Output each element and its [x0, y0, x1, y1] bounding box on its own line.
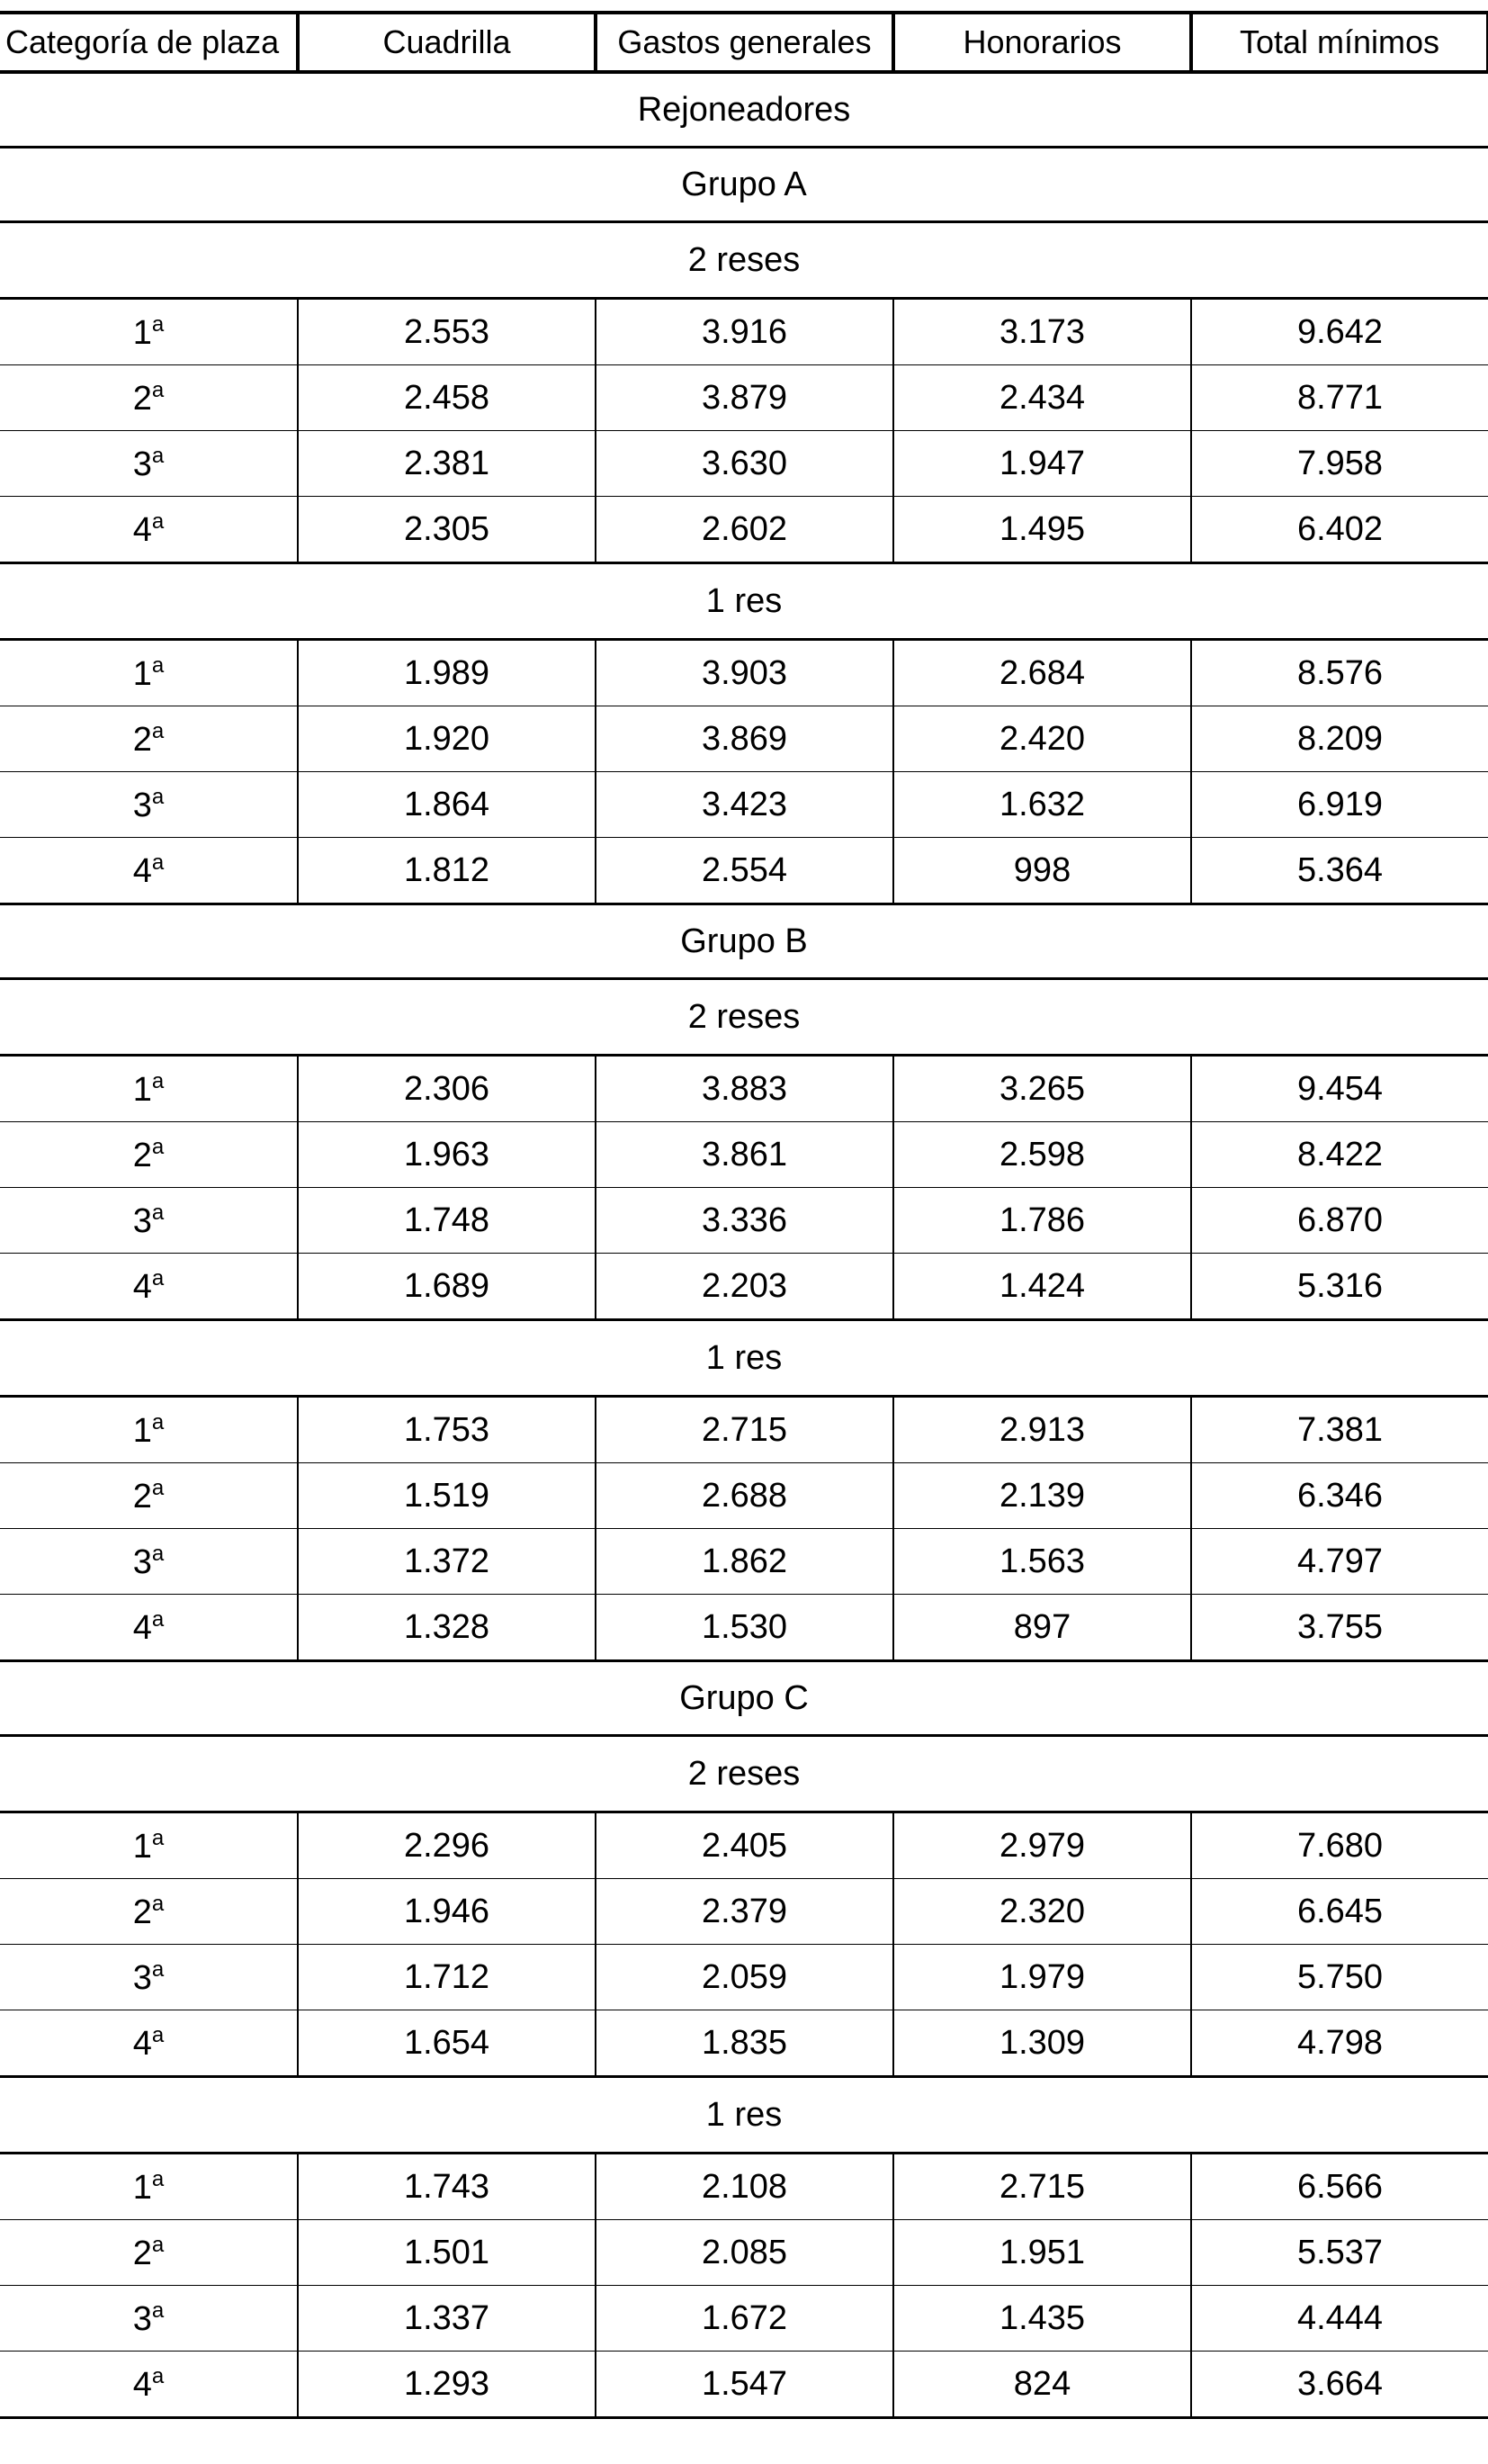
cell-gastos-generales: 3.903 — [596, 640, 893, 706]
cell-honorarios: 1.495 — [893, 497, 1191, 563]
cell-gastos-generales: 2.715 — [596, 1397, 893, 1463]
categoria-ordinal: a — [151, 2233, 165, 2257]
cell-cuadrilla: 2.553 — [298, 299, 596, 365]
cell-gastos-generales: 3.423 — [596, 772, 893, 838]
cell-honorarios: 2.434 — [893, 365, 1191, 431]
table-body — [0, 13, 1488, 2418]
table-row — [0, 299, 1488, 365]
cell-categoria — [0, 772, 298, 838]
cell-gastos-generales: 3.630 — [596, 431, 893, 497]
cell-honorarios: 2.598 — [893, 1122, 1191, 1188]
cell-honorarios: 1.979 — [893, 1945, 1191, 2010]
table-row — [0, 497, 1488, 563]
categoria-number: 4 — [132, 1268, 152, 1306]
cell-gastos-generales: 3.336 — [596, 1188, 893, 1254]
cell-cuadrilla: 1.654 — [298, 2010, 596, 2077]
reses-label: 2 reses — [0, 979, 1488, 1056]
categoria-ordinal: a — [151, 312, 165, 337]
cell-total-minimos: 8.209 — [1191, 706, 1488, 772]
rejoneadores-table — [0, 11, 1488, 2419]
cell-cuadrilla: 2.296 — [298, 1812, 596, 1879]
group-label: Grupo C — [0, 1661, 1488, 1736]
table-row — [0, 2286, 1488, 2352]
cell-total-minimos: 4.798 — [1191, 2010, 1488, 2077]
cell-total-minimos: 7.958 — [1191, 431, 1488, 497]
categoria-ordinal: a — [151, 1892, 165, 1916]
cell-total-minimos: 4.444 — [1191, 2286, 1488, 2352]
categoria-number: 3 — [132, 1959, 152, 1997]
group-row — [0, 904, 1488, 979]
cell-total-minimos: 3.755 — [1191, 1595, 1488, 1661]
table-row — [0, 1056, 1488, 1122]
cell-categoria — [0, 838, 298, 904]
table-row — [0, 1945, 1488, 2010]
table-row — [0, 1122, 1488, 1188]
table-row — [0, 1879, 1488, 1945]
categoria-ordinal: a — [151, 2167, 165, 2191]
cell-total-minimos: 6.402 — [1191, 497, 1488, 563]
cell-total-minimos: 6.346 — [1191, 1463, 1488, 1529]
cell-total-minimos: 8.422 — [1191, 1122, 1488, 1188]
cell-cuadrilla: 1.963 — [298, 1122, 596, 1188]
cell-honorarios: 1.632 — [893, 772, 1191, 838]
cell-categoria — [0, 1056, 298, 1122]
categoria-ordinal: a — [151, 1542, 165, 1566]
cell-total-minimos: 3.664 — [1191, 2352, 1488, 2418]
reses-row — [0, 979, 1488, 1056]
categoria-number: 3 — [132, 2300, 152, 2338]
categoria-number: 3 — [132, 787, 152, 824]
cell-gastos-generales: 2.085 — [596, 2220, 893, 2286]
cell-cuadrilla: 1.372 — [298, 1529, 596, 1595]
cell-total-minimos: 4.797 — [1191, 1529, 1488, 1595]
cell-categoria — [0, 1945, 298, 2010]
cell-cuadrilla: 1.864 — [298, 772, 596, 838]
categoria-ordinal: a — [151, 1476, 165, 1500]
cell-cuadrilla: 2.305 — [298, 497, 596, 563]
cell-cuadrilla: 1.293 — [298, 2352, 596, 2418]
cell-honorarios: 897 — [893, 1595, 1191, 1661]
categoria-number: 3 — [132, 445, 152, 483]
table-row — [0, 2352, 1488, 2418]
cell-total-minimos: 6.566 — [1191, 2154, 1488, 2220]
categoria-ordinal: a — [151, 2023, 165, 2047]
cell-cuadrilla: 1.812 — [298, 838, 596, 904]
cell-cuadrilla: 1.328 — [298, 1595, 596, 1661]
cell-cuadrilla: 2.306 — [298, 1056, 596, 1122]
cell-gastos-generales: 3.861 — [596, 1122, 893, 1188]
categoria-number: 2 — [132, 1893, 152, 1931]
reses-label: 1 res — [0, 2077, 1488, 2154]
cell-honorarios: 3.173 — [893, 299, 1191, 365]
cell-honorarios: 1.435 — [893, 2286, 1191, 2352]
cell-categoria — [0, 299, 298, 365]
reses-label: 1 res — [0, 563, 1488, 640]
table-row — [0, 1529, 1488, 1595]
categoria-number: 1 — [132, 1412, 152, 1450]
categoria-number: 2 — [132, 2235, 152, 2272]
categoria-number: 1 — [132, 2169, 152, 2207]
reses-label: 2 reses — [0, 1736, 1488, 1812]
cell-honorarios: 2.979 — [893, 1812, 1191, 1879]
header-gastos-generales: Gastos generales — [596, 13, 893, 72]
reses-row — [0, 563, 1488, 640]
table-row — [0, 1595, 1488, 1661]
header-categoria: Categoría de plaza — [0, 13, 298, 72]
categoria-number: 4 — [132, 852, 152, 890]
categoria-ordinal: a — [151, 509, 165, 534]
table-row — [0, 2154, 1488, 2220]
categoria-number: 2 — [132, 721, 152, 759]
reses-row — [0, 222, 1488, 299]
categoria-ordinal: a — [151, 2364, 165, 2388]
categoria-ordinal: a — [151, 1266, 165, 1290]
categoria-number: 1 — [132, 655, 152, 693]
categoria-number: 3 — [132, 1543, 152, 1581]
cell-categoria — [0, 706, 298, 772]
categoria-ordinal: a — [151, 653, 165, 678]
cell-total-minimos: 9.454 — [1191, 1056, 1488, 1122]
cell-cuadrilla: 1.946 — [298, 1879, 596, 1945]
categoria-number: 2 — [132, 380, 152, 418]
cell-honorarios: 2.320 — [893, 1879, 1191, 1945]
cell-total-minimos: 7.680 — [1191, 1812, 1488, 1879]
cell-categoria — [0, 497, 298, 563]
group-row — [0, 148, 1488, 222]
group-row — [0, 1661, 1488, 1736]
cell-cuadrilla: 1.519 — [298, 1463, 596, 1529]
cell-honorarios: 2.139 — [893, 1463, 1191, 1529]
categoria-number: 3 — [132, 1202, 152, 1240]
cell-categoria — [0, 431, 298, 497]
cell-total-minimos: 5.364 — [1191, 838, 1488, 904]
cell-gastos-generales: 2.379 — [596, 1879, 893, 1945]
cell-cuadrilla: 1.989 — [298, 640, 596, 706]
table-row — [0, 772, 1488, 838]
categoria-ordinal: a — [151, 1201, 165, 1225]
categoria-ordinal: a — [151, 850, 165, 875]
cell-cuadrilla: 1.743 — [298, 2154, 596, 2220]
cell-categoria — [0, 1397, 298, 1463]
categoria-number: 4 — [132, 1609, 152, 1647]
cell-gastos-generales: 2.108 — [596, 2154, 893, 2220]
cell-total-minimos: 9.642 — [1191, 299, 1488, 365]
cell-categoria — [0, 1595, 298, 1661]
cell-cuadrilla: 1.337 — [298, 2286, 596, 2352]
table-row — [0, 1463, 1488, 1529]
table-row — [0, 1254, 1488, 1320]
table-row — [0, 1188, 1488, 1254]
cell-categoria — [0, 1463, 298, 1529]
cell-cuadrilla: 1.753 — [298, 1397, 596, 1463]
categoria-number: 2 — [132, 1137, 152, 1174]
reses-label: 1 res — [0, 1320, 1488, 1397]
cell-cuadrilla: 1.501 — [298, 2220, 596, 2286]
categoria-number: 1 — [132, 1071, 152, 1109]
cell-cuadrilla: 2.458 — [298, 365, 596, 431]
cell-gastos-generales: 3.869 — [596, 706, 893, 772]
categoria-ordinal: a — [151, 1069, 165, 1093]
cell-gastos-generales: 2.554 — [596, 838, 893, 904]
cell-cuadrilla: 1.689 — [298, 1254, 596, 1320]
cell-cuadrilla: 1.748 — [298, 1188, 596, 1254]
table-row — [0, 838, 1488, 904]
cell-categoria — [0, 1529, 298, 1595]
cell-total-minimos: 6.870 — [1191, 1188, 1488, 1254]
cell-total-minimos: 6.919 — [1191, 772, 1488, 838]
cell-honorarios: 998 — [893, 838, 1191, 904]
categoria-ordinal: a — [151, 1607, 165, 1632]
cell-honorarios: 2.420 — [893, 706, 1191, 772]
cell-gastos-generales: 3.883 — [596, 1056, 893, 1122]
cell-gastos-generales: 3.879 — [596, 365, 893, 431]
cell-gastos-generales: 1.862 — [596, 1529, 893, 1595]
header-honorarios: Honorarios — [893, 13, 1191, 72]
cell-categoria — [0, 365, 298, 431]
cell-total-minimos: 5.316 — [1191, 1254, 1488, 1320]
categoria-ordinal: a — [151, 1957, 165, 1982]
cell-gastos-generales: 2.688 — [596, 1463, 893, 1529]
cell-honorarios: 1.786 — [893, 1188, 1191, 1254]
cell-gastos-generales: 2.405 — [596, 1812, 893, 1879]
categoria-ordinal: a — [151, 785, 165, 809]
section-title-row — [0, 72, 1488, 148]
cell-gastos-generales: 1.672 — [596, 2286, 893, 2352]
categoria-number: 4 — [132, 2366, 152, 2404]
cell-total-minimos: 6.645 — [1191, 1879, 1488, 1945]
categoria-number: 4 — [132, 2025, 152, 2063]
cell-categoria — [0, 2010, 298, 2077]
categoria-ordinal: a — [151, 378, 165, 402]
cell-gastos-generales: 3.916 — [596, 299, 893, 365]
cell-honorarios: 1.563 — [893, 1529, 1191, 1595]
group-label: Grupo A — [0, 148, 1488, 222]
categoria-ordinal: a — [151, 1135, 165, 1159]
cell-honorarios: 1.947 — [893, 431, 1191, 497]
cell-gastos-generales: 1.547 — [596, 2352, 893, 2418]
cell-cuadrilla: 1.712 — [298, 1945, 596, 2010]
cell-categoria — [0, 2352, 298, 2418]
table-row — [0, 640, 1488, 706]
cell-honorarios: 2.684 — [893, 640, 1191, 706]
cell-total-minimos: 7.381 — [1191, 1397, 1488, 1463]
cell-gastos-generales: 1.835 — [596, 2010, 893, 2077]
cell-gastos-generales: 2.059 — [596, 1945, 893, 2010]
categoria-ordinal: a — [151, 444, 165, 468]
cell-honorarios: 2.913 — [893, 1397, 1191, 1463]
reses-label: 2 reses — [0, 222, 1488, 299]
cell-categoria — [0, 2286, 298, 2352]
cell-cuadrilla: 2.381 — [298, 431, 596, 497]
cell-gastos-generales: 1.530 — [596, 1595, 893, 1661]
header-row — [0, 13, 1488, 72]
section-title: Rejoneadores — [0, 72, 1488, 148]
cell-categoria — [0, 1188, 298, 1254]
table-row — [0, 706, 1488, 772]
cell-cuadrilla: 1.920 — [298, 706, 596, 772]
categoria-number: 2 — [132, 1478, 152, 1515]
cell-categoria — [0, 1122, 298, 1188]
categoria-ordinal: a — [151, 2298, 165, 2323]
cell-categoria — [0, 1879, 298, 1945]
cell-categoria — [0, 640, 298, 706]
header-total-minimos: Total mínimos — [1191, 13, 1488, 72]
cell-gastos-generales: 2.602 — [596, 497, 893, 563]
table-row — [0, 1397, 1488, 1463]
reses-row — [0, 1736, 1488, 1812]
cell-honorarios: 1.951 — [893, 2220, 1191, 2286]
table-row — [0, 2010, 1488, 2077]
categoria-ordinal: a — [151, 1410, 165, 1434]
cell-total-minimos: 5.750 — [1191, 1945, 1488, 2010]
group-label: Grupo B — [0, 904, 1488, 979]
cell-honorarios: 1.424 — [893, 1254, 1191, 1320]
cell-categoria — [0, 2154, 298, 2220]
cell-honorarios: 824 — [893, 2352, 1191, 2418]
cell-honorarios: 2.715 — [893, 2154, 1191, 2220]
cell-honorarios: 1.309 — [893, 2010, 1191, 2077]
cell-total-minimos: 8.771 — [1191, 365, 1488, 431]
categoria-ordinal: a — [151, 719, 165, 743]
cell-gastos-generales: 2.203 — [596, 1254, 893, 1320]
cell-total-minimos: 8.576 — [1191, 640, 1488, 706]
categoria-number: 1 — [132, 314, 152, 352]
header-cuadrilla: Cuadrilla — [298, 13, 596, 72]
table-row — [0, 431, 1488, 497]
cell-total-minimos: 5.537 — [1191, 2220, 1488, 2286]
reses-row — [0, 1320, 1488, 1397]
cell-categoria — [0, 2220, 298, 2286]
categoria-number: 4 — [132, 511, 152, 549]
categoria-ordinal: a — [151, 1826, 165, 1850]
cell-categoria — [0, 1254, 298, 1320]
cell-categoria — [0, 1812, 298, 1879]
table-row — [0, 365, 1488, 431]
table-row — [0, 1812, 1488, 1879]
categoria-number: 1 — [132, 1828, 152, 1866]
reses-row — [0, 2077, 1488, 2154]
table-row — [0, 2220, 1488, 2286]
cell-honorarios: 3.265 — [893, 1056, 1191, 1122]
